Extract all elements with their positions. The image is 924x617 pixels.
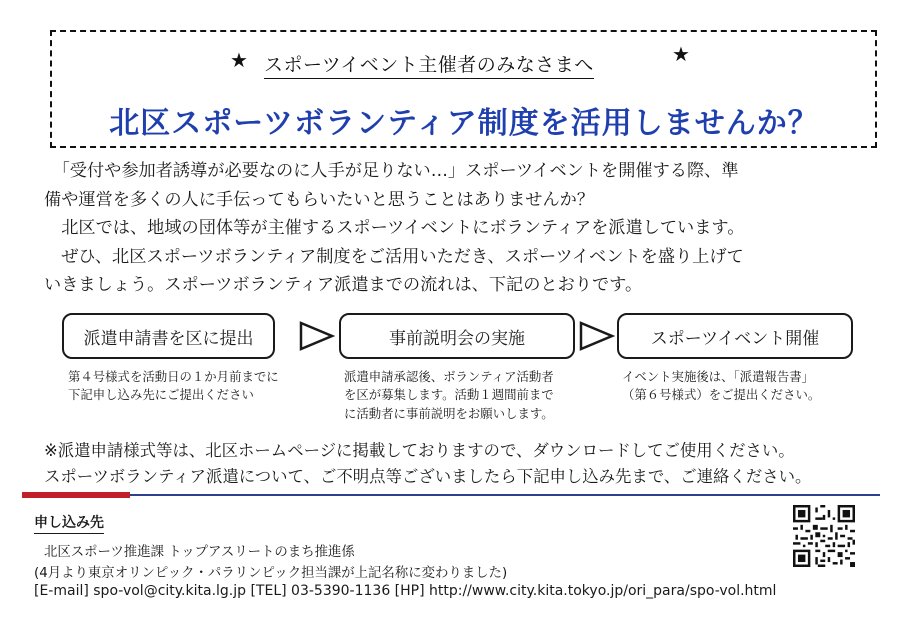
process-flow bbox=[0, 313, 924, 433]
step-desc-line: を区が募集します。活動１週間前まで bbox=[344, 387, 554, 403]
step-desc-line: 下記申し込み先にご提出ください bbox=[68, 387, 254, 403]
step-label: 事前説明会の実施 bbox=[389, 328, 525, 349]
page-title: 北区スポーツボランティア制度を活用しませんか？ bbox=[109, 106, 819, 141]
intro-line: いきましょう。スポーツボランティア派遣までの流れは、下記のとおりです。 bbox=[44, 275, 643, 296]
header-subtitle: スポーツイベント主催者のみなさまへ bbox=[264, 50, 594, 79]
step-desc-line: 第４号様式を活動日の１か月前までに bbox=[68, 369, 279, 384]
step-box-application bbox=[62, 313, 275, 359]
intro-line: 「受付や参加者誘導が必要なのに人手が足りない…」スポーツイベントを開催する際、準 bbox=[44, 161, 739, 181]
contact-info: [E-mail] spo-vol@city.kita.lg.jp [TEL] 03-5390-1136 [HP] http://www.city.kita.tokyo.jp/ori_para/spo-vol.html bbox=[34, 583, 777, 599]
qr-code-icon bbox=[793, 505, 855, 567]
step-desc-line: （第６号様式）をご提出ください。 bbox=[622, 387, 821, 403]
intro-line: 北区では、地域の団体等が主催するスポーツイベントにボランティアを派遣しています。 bbox=[44, 218, 745, 239]
arrow-right-icon bbox=[579, 321, 615, 351]
intro-text bbox=[44, 157, 884, 300]
intro-line: 備や運営を多くの人に手伝ってもらいたいと思うことはありませんか？ bbox=[44, 189, 595, 210]
notes bbox=[44, 438, 811, 490]
divider-accent bbox=[22, 492, 130, 498]
step-label: 派遣申請書を区に提出 bbox=[83, 328, 254, 349]
step-description bbox=[622, 368, 820, 405]
step-label: スポーツイベント開催 bbox=[650, 328, 820, 349]
header-box bbox=[50, 30, 877, 148]
contact-department: 北区スポーツ推進課 トップアスリートのまち推進係 bbox=[44, 545, 355, 560]
step-description bbox=[344, 368, 554, 423]
step-desc-line: に活動者に事前説明をお願いします。 bbox=[344, 405, 554, 421]
intro-line: ぜひ、北区スポーツボランティア制度をご活用いただき、スポーツイベントを盛り上げて bbox=[44, 246, 744, 267]
step-desc-line: イベント実施後は、「派遣報告書」 bbox=[622, 369, 815, 384]
step-box-briefing bbox=[339, 313, 575, 359]
step-description bbox=[68, 368, 279, 405]
divider-rule bbox=[130, 494, 880, 496]
step-box-event bbox=[617, 313, 853, 359]
star-icon: ★ bbox=[230, 48, 248, 72]
note-line: スポーツボランティア派遣について、ご不明点等ございましたら下記申し込み先まで、ご連絡ください。 bbox=[44, 467, 812, 486]
step-desc-line: 派遣申請承認後、ボランティア活動者 bbox=[344, 369, 554, 384]
arrow-right-icon bbox=[299, 321, 335, 351]
contact-heading: 申し込み先 bbox=[34, 512, 104, 534]
note-line: ※派遣申請様式等は、北区ホームページに掲載しておりますので、ダウンロードしてご使用ください。 bbox=[44, 441, 795, 460]
star-icon: ★ bbox=[672, 42, 690, 66]
contact-note: (4月より東京オリンピック・パラリンピック担当課が上記名称に変わりました) bbox=[34, 566, 508, 581]
